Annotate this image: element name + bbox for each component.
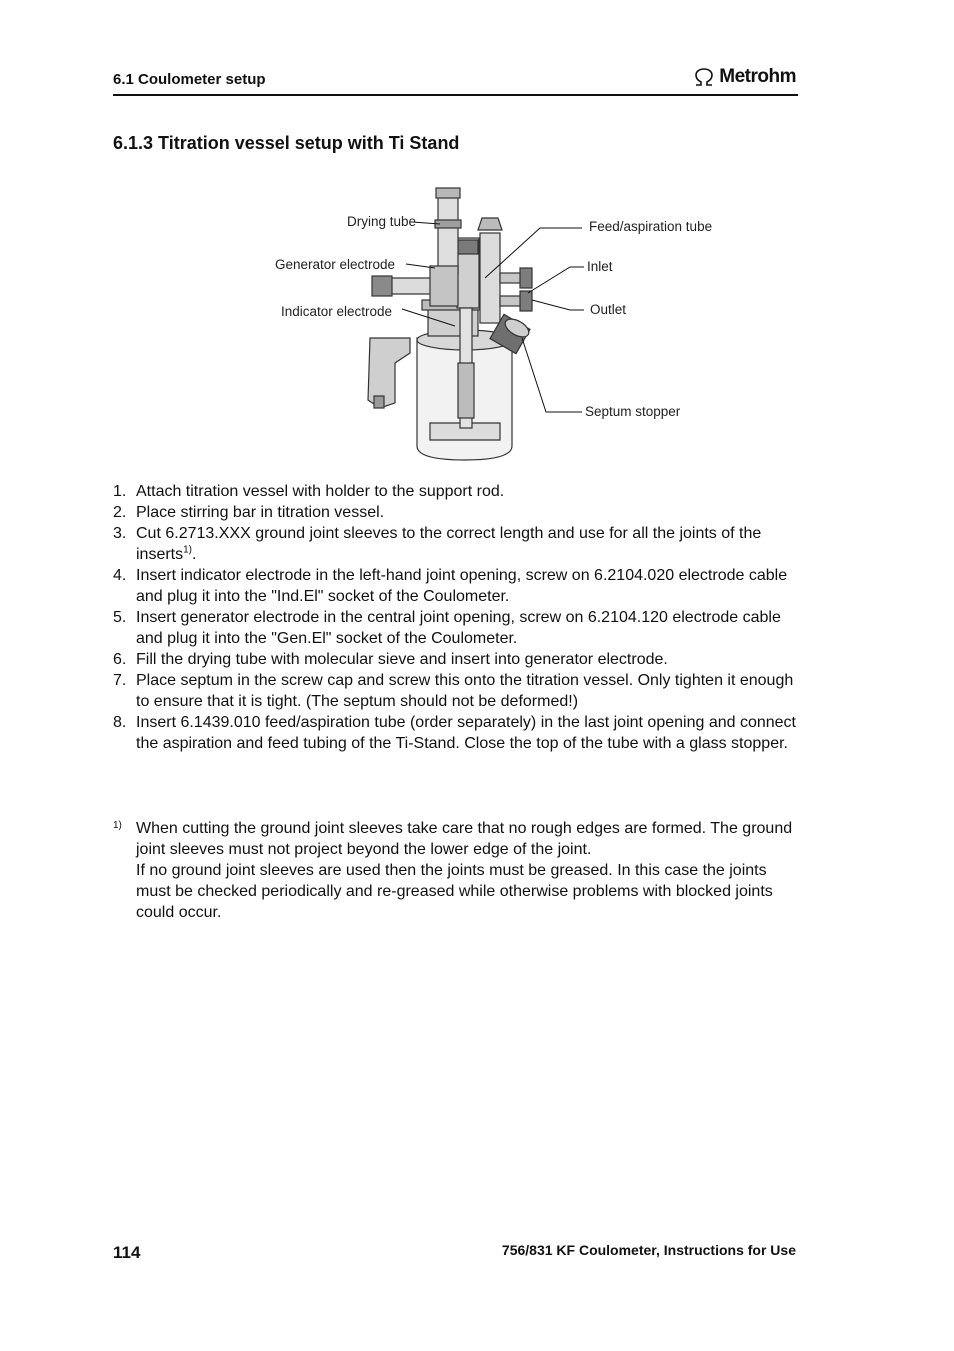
footnote-reference: 1)	[183, 544, 193, 556]
page-title: 6.1.3 Titration vessel setup with Ti Stand	[113, 133, 460, 153]
list-item: 3. Cut 6.2713.XXX ground joint sleeves to the correct length and use for all the joints of the inserts$^{1)}$.	[113, 525, 762, 563]
page-header	[113, 66, 798, 96]
brand-logo	[693, 66, 796, 88]
label-septum-stopper: Septum stopper	[585, 404, 681, 419]
section-title: 6.1 Coulometer setup	[113, 71, 266, 88]
footnote-text: If no ground joint sleeves are used then the joints must be greased. In this case the joints must be checked periodically and re-greased while otherwise problems with blocked joints could occur.	[136, 862, 773, 921]
footnote	[113, 818, 803, 923]
footnote-text: When cutting the ground joint sleeves take care that no rough edges are formed. The ground joint sleeves must not project beyond the lower edge of the joint.	[136, 820, 793, 858]
footnote-mark: 1)	[113, 820, 122, 831]
list-item: 8. Insert 6.1439.010 feed/aspiration tube (order separately) in the last joint opening and connect the aspiration and feed tubing of the Ti-Stand. Close the top of the tube with a glass stopper.	[113, 714, 796, 752]
label-outlet: Outlet	[590, 302, 627, 317]
brand-name: Metrohm	[719, 66, 796, 87]
omega-icon	[693, 68, 715, 86]
document-title: 756/831 KF Coulometer, Instructions for Use	[501, 1242, 796, 1258]
label-inlet: Inlet	[587, 259, 613, 274]
list-item: 2. Place stirring bar in titration vessel.	[113, 504, 385, 521]
page-number: 114	[113, 1243, 141, 1262]
list-item: 4. Insert indicator electrode in the left-hand joint opening, screw on 6.2104.020 electrode cable and plug it into the "Ind.El" socket of the Coulometer.	[113, 567, 788, 605]
label-drying-tube: Drying tube	[347, 214, 417, 229]
label-feed-aspiration-tube: Feed/aspiration tube	[589, 219, 713, 234]
instruction-list	[113, 481, 803, 754]
titration-vessel-figure	[270, 178, 740, 468]
label-indicator-electrode: Indicator electrode	[281, 304, 393, 319]
label-generator-electrode: Generator electrode	[275, 257, 396, 272]
list-item: 6. Fill the drying tube with molecular sieve and insert into generator electrode.	[113, 651, 668, 668]
list-item: 1. Attach titration vessel with holder to the support rod.	[113, 483, 505, 500]
list-item: 7. Place septum in the screw cap and screw this onto the titration vessel. Only tighten it enough to ensure that it is tight. (The septum should not be deformed!)	[113, 672, 794, 710]
list-item: 5. Insert generator electrode in the central joint opening, screw on 6.2104.120 electrode cable and plug it into the "Gen.El" socket of the Coulometer.	[113, 609, 781, 647]
